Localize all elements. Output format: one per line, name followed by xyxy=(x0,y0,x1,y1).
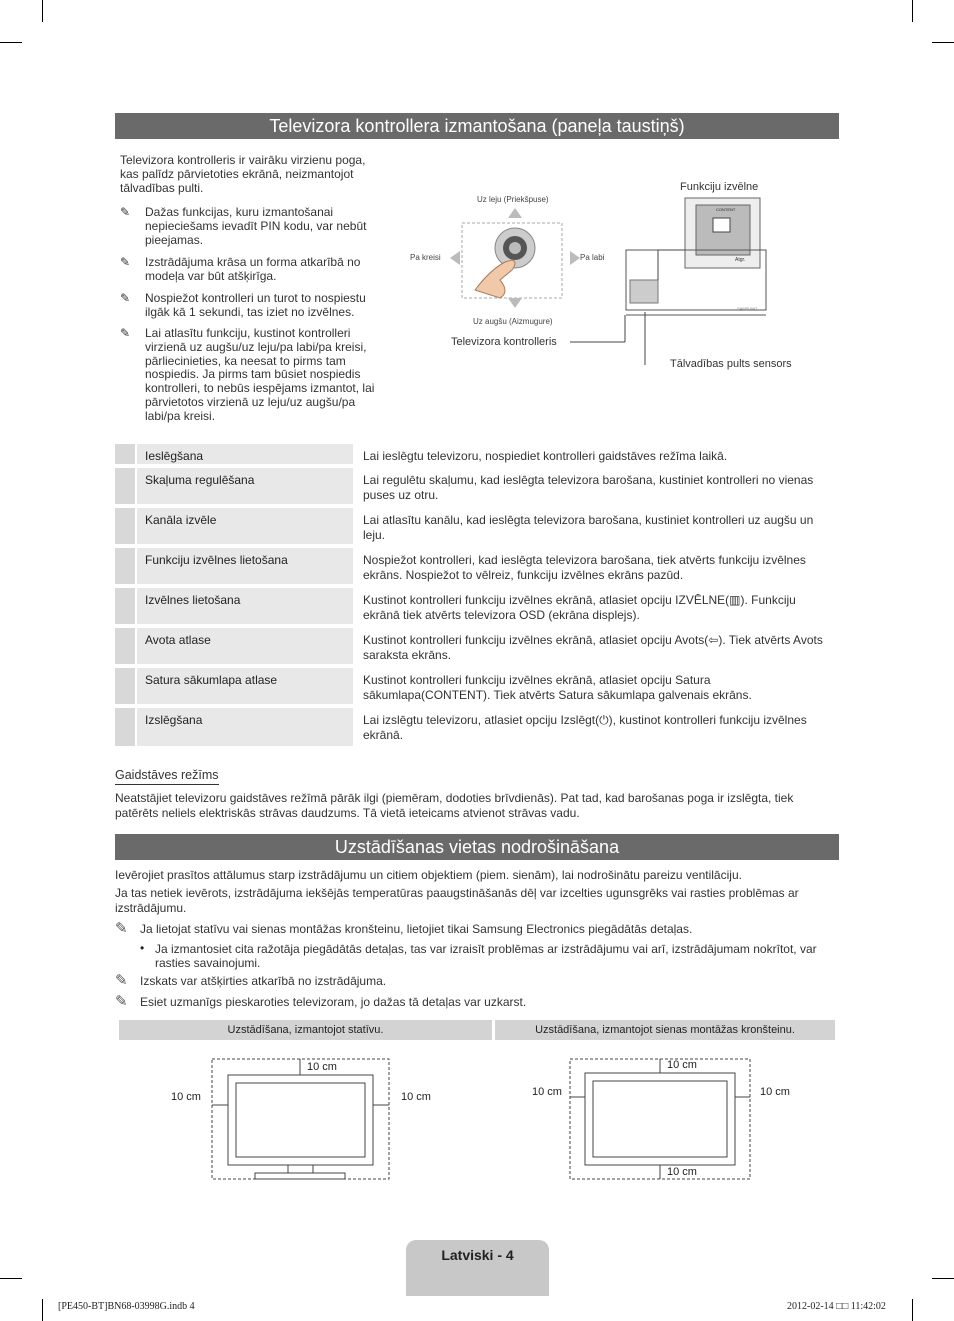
distance-right-label: 10 cm xyxy=(401,1091,431,1103)
direction-left-label: Pa kreisi xyxy=(410,253,441,262)
table-row xyxy=(115,708,839,746)
controller-diagram xyxy=(400,180,820,380)
note-text: Nospiežot kontrolleri un turot to nospiestu ilgāk kā 1 sekundi, tas iziet no izvēlnes. xyxy=(145,291,366,319)
page-tab xyxy=(406,1240,549,1296)
table-row xyxy=(115,444,839,464)
note-text: Dažas funkcijas, kuru izmantošanai nepieciešams ievadīt PIN kodu, var nebūt pieejamas. xyxy=(145,205,367,247)
row-name: Izslēgšana xyxy=(145,713,203,727)
row-name: Kanāla izvēle xyxy=(145,513,217,527)
distance-bottom-label: 10 cm xyxy=(667,1166,697,1178)
note-icon: ✎ xyxy=(120,205,131,219)
crop-mark xyxy=(0,1278,22,1279)
file-info: [PE450-BT]BN68-03998G.indb 4 xyxy=(58,1301,195,1312)
sensor-label: Tālvadības pults sensors xyxy=(670,358,792,370)
distance-top-label: 10 cm xyxy=(667,1059,697,1071)
row-desc: Kustinot kontrolleri funkciju izvēlnes ekrānā, atlasiet opciju IZVĒLNE(▥). Funkciju ekrānā tiek atvērts televizora OSD (ekrāna displejs). xyxy=(363,593,796,622)
page-number: Latviski - 4 xyxy=(441,1247,514,1263)
row-name: Satura sākumlapa atlase xyxy=(145,673,278,687)
note-icon: ✎ xyxy=(120,326,131,340)
note-text: Izskats var atšķirties atkarībā no izstrādājuma. xyxy=(140,974,387,988)
table-row xyxy=(115,588,839,624)
crop-mark xyxy=(932,1278,954,1279)
paragraph: Ja tas netiek ievērots, izstrādājuma iekšējās temperatūras paaugstināšanās dēļ var izcelties ugunsgrēks vai rasties problēmas ar izstrādājumu. xyxy=(115,886,799,915)
distance-left-label: 10 cm xyxy=(171,1091,201,1103)
paragraph: Ievērojiet prasītos attālumus starp izstrādājumu un citiem objektiem (piem. sienām), lai nodrošinātu pareizu ventilāciju. xyxy=(115,868,742,882)
note-icon: ✎ xyxy=(120,255,131,269)
install-stand-header: Uzstādīšana, izmantojot statīvu. xyxy=(119,1020,492,1040)
note-icon: ✎ xyxy=(120,291,131,305)
menu-label: Funkciju izvēlne xyxy=(680,181,759,193)
crop-mark xyxy=(912,0,913,22)
row-name: Avota atlase xyxy=(145,633,211,647)
direction-up-label: Uz leju (Priekšpuse) xyxy=(477,195,549,204)
controller-label: Televizora kontrolleris xyxy=(451,336,557,348)
standby-title: Gaidstāves režīms xyxy=(115,769,219,785)
note-text: Izstrādājuma krāsa un forma atkarībā no modeļa var būt atšķirīga. xyxy=(145,255,361,283)
crop-mark xyxy=(932,42,954,43)
intro-text: Televizora kontrolleris ir vairāku virzienu poga, kas palīdz pārvietoties ekrānā, neizmantojot tālvadības pulti. xyxy=(120,153,366,195)
section-title: Televizora kontrollera izmantošana (paneļa taustiņš) xyxy=(115,113,839,139)
distance-top-label: 10 cm xyxy=(307,1061,337,1073)
table-row xyxy=(115,468,839,504)
crop-mark xyxy=(42,1299,43,1321)
wall-diagram xyxy=(560,1055,760,1185)
row-desc: Nospiežot kontrolleri, kad ieslēgta televizora barošana, tiek atvērts funkciju izvēlnes ekrāns. Nospiežot to vēlreiz, funkciju izvēlnes ekrāns pazūd. xyxy=(363,553,806,582)
table-row xyxy=(115,628,839,664)
crop-mark xyxy=(912,1299,913,1321)
menu-content-label: CONTENT xyxy=(716,207,736,212)
note-icon: ✎ xyxy=(115,993,128,1010)
direction-down-label: Uz augšu (Aizmugure) xyxy=(473,317,553,326)
table-row xyxy=(115,668,839,704)
note-icon: ✎ xyxy=(115,972,128,989)
note-icon: ✎ xyxy=(115,920,128,937)
table-row xyxy=(115,508,839,544)
note-text: Esiet uzmanīgs pieskaroties televizoram, jo dažas tā detaļas var uzkarst. xyxy=(140,995,527,1009)
crop-mark xyxy=(42,0,43,22)
row-desc: Kustinot kontrolleri funkciju izvēlnes ekrānā, atlasiet opciju Avots(⇦). Tiek atvērts Avots saraksta ekrāns. xyxy=(363,633,823,662)
bullet-text: Ja izmantosiet cita ražotāja piegādātās detaļas, tas var izraisīt problēmas ar izstrādājumu vai arī, izstrādājumam nokrītot, var rasties savainojumi. xyxy=(155,942,817,970)
bullet-icon: • xyxy=(140,941,145,955)
row-desc: Lai regulētu skaļumu, kad ieslēgta televizora barošana, kustiniet kontrolleri no vienas puses uz otru. xyxy=(363,473,814,502)
menu-exit-label: Atgr. xyxy=(735,257,746,263)
note-text: Lai atlasītu funkciju, kustinot kontrolleri virzienā uz augšu/uz leju/pa labi/pa kreisi, pārliecinieties, ka neesat to pirms tam nospiedis. Ja pirms tam būsiet nospiedis kontrolleri, to nebūs iespējams izmantot, lai pārvietotos virzienā uz leju/uz augšu/pa labi/pa kreisi. xyxy=(145,326,375,423)
row-name: Skaļuma regulēšana xyxy=(145,473,255,487)
row-name: Izvēlnes lietošana xyxy=(145,593,241,607)
stand-diagram xyxy=(200,1055,400,1185)
install-wall-header: Uzstādīšana, izmantojot sienas montāžas kronšteinu. xyxy=(495,1020,835,1040)
row-name: Funkciju izvēlnes lietošana xyxy=(145,553,288,567)
direction-right-label: Pa labi xyxy=(580,253,605,262)
note-text: Ja lietojat statīvu vai sienas montāžas kronšteinu, lietojiet tikai Samsung Electronics piegādātās detaļas. xyxy=(140,922,693,936)
row-name: Ieslēgšana xyxy=(145,449,204,463)
row-desc: Lai atlasītu kanālu, kad ieslēgta televizora barošana, kustiniet kontrolleri uz augšu un leju. xyxy=(363,513,814,542)
row-desc: Kustinot kontrolleri funkciju izvēlnes ekrānā, atlasiet opciju Satura sākumlapa(CONTENT). Tiek atvērts Satura sākumlapa galvenais ekrāns. xyxy=(363,673,752,702)
date-info: 2012-02-14 □□ 11:42:02 xyxy=(787,1301,886,1312)
standby-text: Neatstājiet televizoru gaidstāves režīmā pārāk ilgi (piemēram, dodoties brīvdienās). Pat tad, kad barošanas poga ir izslēgta, tiek patērēts neliels elektriskās strāvas daudzums. Tā vietā ieteicams atvienot strāvas vadu. xyxy=(115,791,794,820)
row-desc: Lai ieslēgtu televizoru, nospiediet kontrolleri gaidstāves režīma laikā. xyxy=(363,449,728,463)
brand-logo: SAMSUNG xyxy=(737,306,758,311)
table-row xyxy=(115,548,839,584)
distance-left-label: 10 cm xyxy=(532,1086,562,1098)
distance-right-label: 10 cm xyxy=(760,1086,790,1098)
crop-mark xyxy=(0,42,22,43)
row-desc: Lai izslēgtu televizoru, atlasiet opciju Izslēgt(⏻), kustinot kontrolleri funkciju izvēlnes ekrānā. xyxy=(363,713,807,742)
section-title: Uzstādīšanas vietas nodrošināšana xyxy=(115,834,839,860)
